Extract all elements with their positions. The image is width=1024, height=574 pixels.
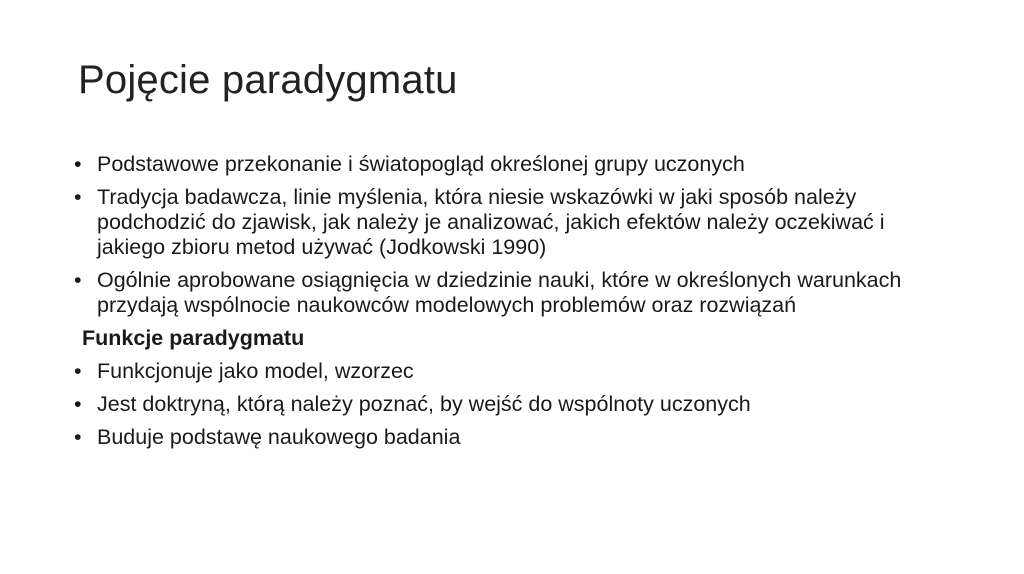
list-item (74, 359, 954, 384)
bullet-icon: • (74, 268, 82, 292)
list-item-text: Podstawowe przekonanie i światopogląd określonej grupy uczonych (97, 152, 745, 176)
bullet-icon: • (74, 152, 82, 176)
list-item-text: Funkcjonuje jako model, wzorzec (97, 359, 414, 383)
list-item (74, 185, 954, 260)
list-item-text: Jest doktryną, którą należy poznać, by wejść do wspólnoty uczonych (97, 392, 751, 416)
bullet-icon: • (74, 359, 82, 383)
section-heading: Funkcje paradygmatu (82, 326, 305, 350)
list-item-text: Buduje podstawę naukowego badania (97, 425, 461, 449)
slide-title: Pojęcie paradygmatu (78, 58, 458, 102)
slide-content (74, 152, 954, 458)
list-item (74, 392, 954, 417)
list-item-text: Ogólnie aprobowane osiągnięcia w dziedzinie nauki, które w określonych warunkach przydają wspólnocie naukowców modelowych problemów oraz rozwiązań (97, 268, 902, 317)
list-item (74, 152, 954, 177)
bullet-icon: • (74, 425, 82, 449)
list-item-text: Tradycja badawcza, linie myślenia, która niesie wskazówki w jaki sposób należy podchodzić do zjawisk, jak należy je analizować, jakich efektów należy oczekiwać i jakiego zbioru metod używać (Jodkowski 1990) (97, 185, 885, 259)
bullet-icon: • (74, 185, 82, 209)
list-item (74, 268, 954, 318)
bullet-icon: • (74, 392, 82, 416)
list-item (74, 425, 954, 450)
